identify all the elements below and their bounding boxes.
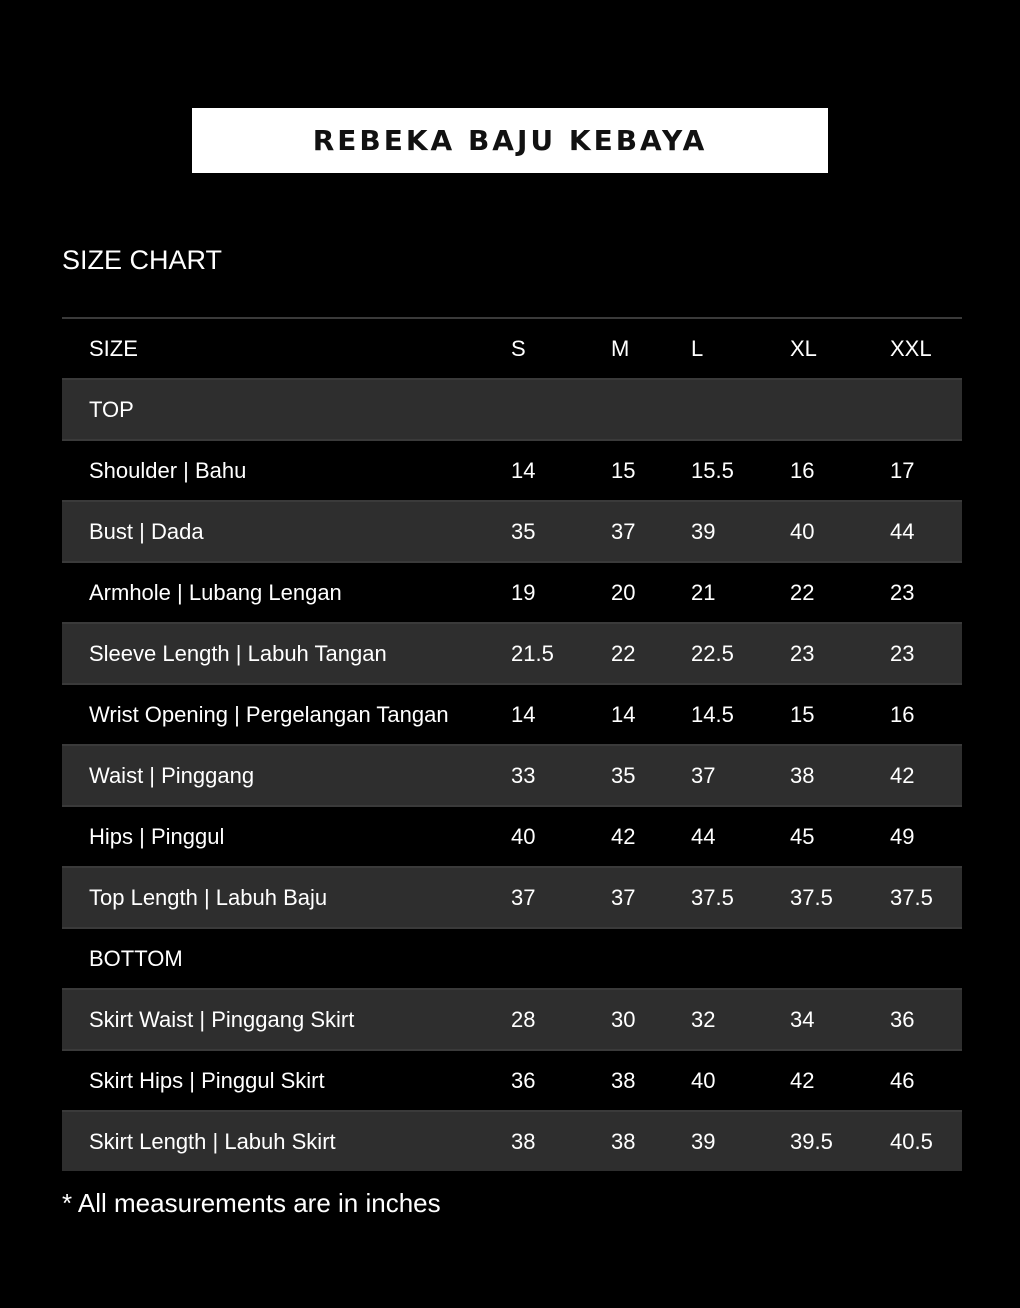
value-m: 15 bbox=[611, 457, 636, 483]
brand-banner bbox=[192, 108, 828, 173]
value-m: 37 bbox=[611, 518, 636, 544]
measurement-label: Skirt Waist | Pinggang Skirt bbox=[89, 1006, 355, 1032]
value-l: 37 bbox=[691, 762, 716, 788]
value-xl: 34 bbox=[790, 1006, 815, 1032]
value-m: 42 bbox=[611, 823, 636, 849]
value-xxl: 46 bbox=[890, 1067, 915, 1093]
value-xl: 37.5 bbox=[790, 884, 833, 910]
value-l: 39 bbox=[691, 518, 716, 544]
measurement-label: Bust | Dada bbox=[89, 518, 204, 544]
section-row-bottom bbox=[62, 929, 962, 990]
measurement-label: Skirt Length | Labuh Skirt bbox=[89, 1128, 336, 1154]
value-xl: 22 bbox=[790, 579, 815, 605]
value-m: 30 bbox=[611, 1006, 636, 1032]
section-label: BOTTOM bbox=[89, 945, 183, 971]
value-xxl: 40.5 bbox=[890, 1128, 933, 1154]
measurement-label: Sleeve Length | Labuh Tangan bbox=[89, 640, 387, 666]
value-l: 39 bbox=[691, 1128, 716, 1154]
value-s: 28 bbox=[511, 1006, 536, 1032]
value-s: 33 bbox=[511, 762, 536, 788]
measurement-label: Wrist Opening | Pergelangan Tangan bbox=[89, 701, 449, 727]
value-m: 14 bbox=[611, 701, 636, 727]
value-xl: 38 bbox=[790, 762, 815, 788]
value-xxl: 17 bbox=[890, 457, 915, 483]
value-xl: 42 bbox=[790, 1067, 815, 1093]
value-l: 15.5 bbox=[691, 457, 734, 483]
value-xl: 45 bbox=[790, 823, 815, 849]
value-m: 38 bbox=[611, 1128, 636, 1154]
value-xl: 16 bbox=[790, 457, 815, 483]
header-xl: XL bbox=[790, 335, 817, 361]
header-l: L bbox=[691, 335, 704, 361]
size-chart-heading: SIZE CHART bbox=[62, 245, 223, 275]
measurement-label: Armhole | Lubang Lengan bbox=[89, 579, 342, 605]
value-l: 44 bbox=[691, 823, 716, 849]
value-xxl: 44 bbox=[890, 518, 915, 544]
table-row bbox=[62, 441, 962, 502]
table-row bbox=[62, 624, 962, 685]
value-s: 36 bbox=[511, 1067, 536, 1093]
measurement-footnote: * All measurements are in inches bbox=[62, 1188, 441, 1218]
table-row bbox=[62, 502, 962, 563]
measurement-label: Skirt Hips | Pinggul Skirt bbox=[89, 1067, 325, 1093]
value-xxl: 36 bbox=[890, 1006, 915, 1032]
table-row bbox=[62, 1112, 962, 1171]
section-row-top bbox=[62, 380, 962, 441]
value-xl: 40 bbox=[790, 518, 815, 544]
value-xxl: 49 bbox=[890, 823, 915, 849]
value-s: 38 bbox=[511, 1128, 536, 1154]
value-xl: 39.5 bbox=[790, 1128, 833, 1154]
value-l: 32 bbox=[691, 1006, 716, 1032]
value-l: 40 bbox=[691, 1067, 716, 1093]
value-s: 40 bbox=[511, 823, 536, 849]
measurement-label: Hips | Pinggul bbox=[89, 823, 225, 849]
value-xxl: 16 bbox=[890, 701, 915, 727]
measurement-label: Waist | Pinggang bbox=[89, 762, 255, 788]
value-s: 14 bbox=[511, 457, 536, 483]
table-row bbox=[62, 990, 962, 1051]
value-xxl: 37.5 bbox=[890, 884, 933, 910]
size-table bbox=[62, 317, 962, 1171]
table-header-row bbox=[62, 319, 962, 380]
value-xl: 23 bbox=[790, 640, 815, 666]
table-row bbox=[62, 868, 962, 929]
value-m: 20 bbox=[611, 579, 636, 605]
table-row bbox=[62, 807, 962, 868]
value-xxl: 42 bbox=[890, 762, 915, 788]
value-l: 37.5 bbox=[691, 884, 734, 910]
value-xl: 15 bbox=[790, 701, 815, 727]
header-size: SIZE bbox=[89, 335, 138, 361]
header-s: S bbox=[511, 335, 526, 361]
value-xxl: 23 bbox=[890, 579, 915, 605]
header-m: M bbox=[611, 335, 630, 361]
table-row bbox=[62, 1051, 962, 1112]
measurement-label: Top Length | Labuh Baju bbox=[89, 884, 328, 910]
value-s: 21.5 bbox=[511, 640, 554, 666]
value-l: 21 bbox=[691, 579, 716, 605]
brand-title: REBEKA BAJU KEBAYA bbox=[312, 124, 708, 157]
header-xxl: XXL bbox=[890, 335, 932, 361]
section-label: TOP bbox=[89, 396, 134, 422]
table-row bbox=[62, 685, 962, 746]
value-m: 35 bbox=[611, 762, 636, 788]
value-s: 14 bbox=[511, 701, 536, 727]
value-xxl: 23 bbox=[890, 640, 915, 666]
value-l: 14.5 bbox=[691, 701, 734, 727]
value-l: 22.5 bbox=[691, 640, 734, 666]
value-m: 37 bbox=[611, 884, 636, 910]
value-m: 22 bbox=[611, 640, 636, 666]
value-s: 19 bbox=[511, 579, 536, 605]
table-row bbox=[62, 746, 962, 807]
value-s: 37 bbox=[511, 884, 536, 910]
measurement-label: Shoulder | Bahu bbox=[89, 457, 247, 483]
table-row bbox=[62, 563, 962, 624]
value-s: 35 bbox=[511, 518, 536, 544]
value-m: 38 bbox=[611, 1067, 636, 1093]
